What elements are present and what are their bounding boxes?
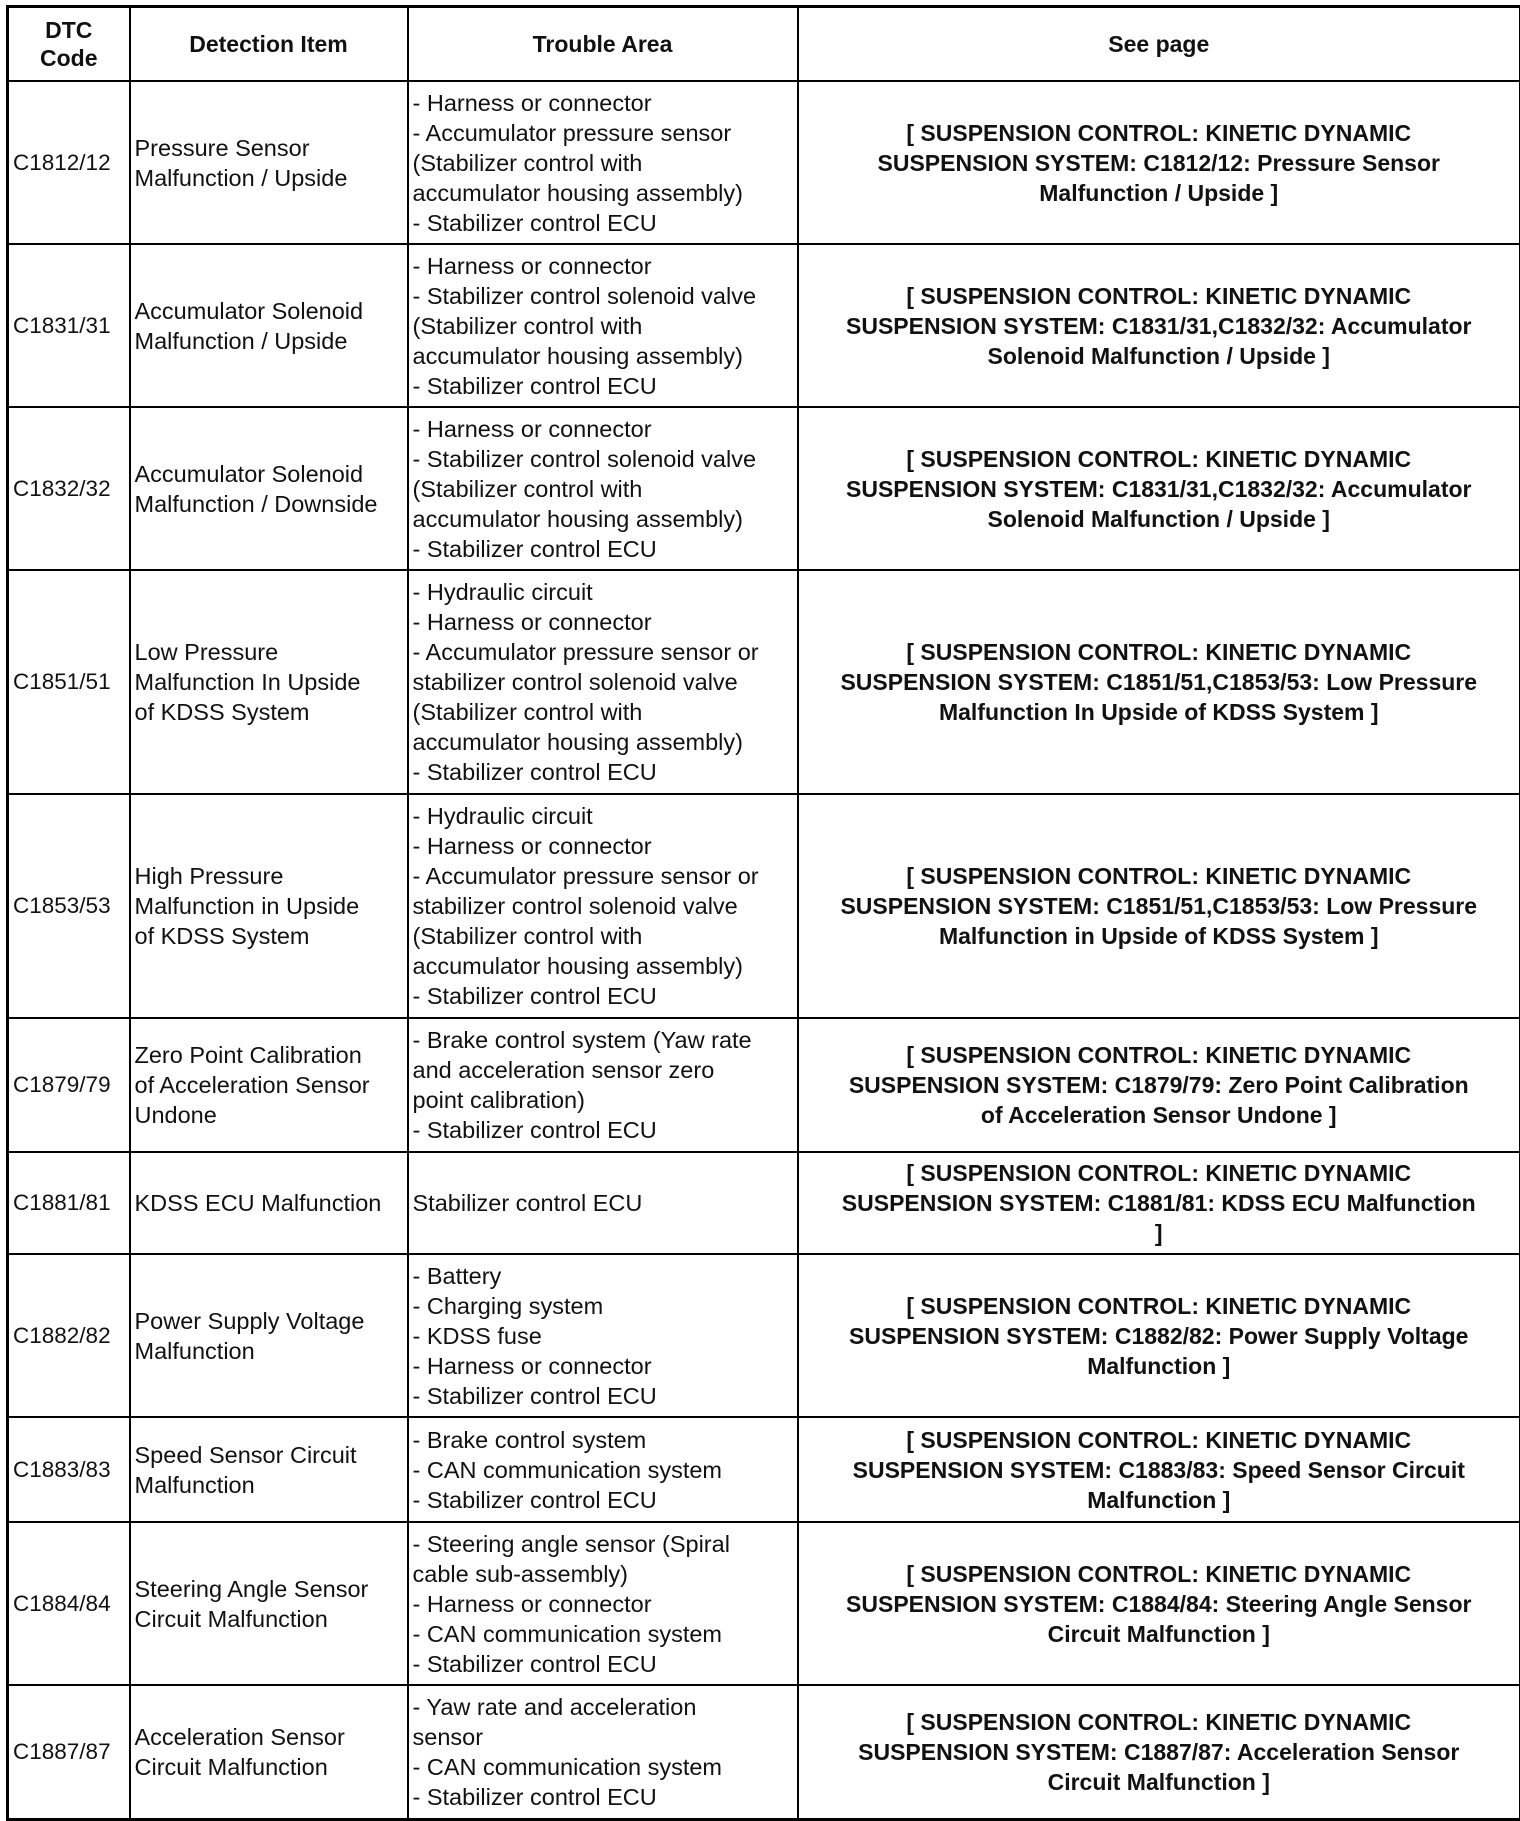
see-page-line: SUSPENSION SYSTEM: C1812/12: Pressure Sensor (803, 148, 1516, 178)
table-row (8, 1254, 1520, 1417)
header-dtc-code (8, 7, 130, 82)
see-page-line: [ SUSPENSION CONTROL: KINETIC DYNAMIC (803, 1559, 1516, 1589)
detection-item-cell (130, 407, 408, 570)
table-row (8, 1522, 1520, 1685)
see-page-line: Circuit Malfunction ] (803, 1619, 1516, 1649)
detection-item-line: Malfunction in Upside (135, 891, 403, 921)
header-row (8, 7, 1520, 82)
trouble-area-line: - Steering angle sensor (Spiral (413, 1529, 793, 1559)
see-page-cell (798, 1685, 1520, 1819)
trouble-area-cell (408, 1254, 798, 1417)
see-page-line: [ SUSPENSION CONTROL: KINETIC DYNAMIC (803, 1040, 1516, 1070)
see-page-line: Malfunction ] (803, 1485, 1516, 1515)
detection-item-cell (130, 1522, 408, 1685)
see-page-line: Malfunction ] (803, 1351, 1516, 1381)
detection-item-line: KDSS ECU Malfunction (135, 1188, 403, 1218)
detection-item-line: Accumulator Solenoid (135, 296, 403, 326)
trouble-area-line: - Brake control system (Yaw rate (413, 1025, 793, 1055)
dtc-code-cell: C1831/31 (8, 244, 130, 407)
trouble-area-line: - Accumulator pressure sensor or (413, 637, 793, 667)
table-row (8, 244, 1520, 407)
trouble-area-line: accumulator housing assembly) (413, 727, 793, 757)
see-page-line: SUSPENSION SYSTEM: C1851/51,C1853/53: Low Pressure (803, 891, 1516, 921)
see-page-cell (798, 81, 1520, 244)
header-detection-item: Detection Item (130, 7, 408, 82)
detection-item-cell (130, 244, 408, 407)
detection-item-cell (130, 1152, 408, 1254)
detection-item-line: Acceleration Sensor (135, 1722, 403, 1752)
trouble-area-line: - Harness or connector (413, 414, 793, 444)
trouble-area-line: - CAN communication system (413, 1619, 793, 1649)
see-page-line: [ SUSPENSION CONTROL: KINETIC DYNAMIC (803, 118, 1516, 148)
trouble-area-line: accumulator housing assembly) (413, 341, 793, 371)
see-page-line: ] (803, 1218, 1516, 1248)
trouble-area-line: - Stabilizer control ECU (413, 1381, 793, 1411)
trouble-area-line: - CAN communication system (413, 1455, 793, 1485)
header-dtc-code-line2: Code (13, 44, 125, 72)
detection-item-line: Low Pressure (135, 637, 403, 667)
see-page-line: SUSPENSION SYSTEM: C1887/87: Acceleration Sensor (803, 1737, 1516, 1767)
detection-item-line: Zero Point Calibration (135, 1040, 403, 1070)
header-trouble-area: Trouble Area (408, 7, 798, 82)
see-page-line: [ SUSPENSION CONTROL: KINETIC DYNAMIC (803, 281, 1516, 311)
trouble-area-line: - Stabilizer control solenoid valve (413, 444, 793, 474)
trouble-area-line: sensor (413, 1722, 793, 1752)
see-page-line: SUSPENSION SYSTEM: C1879/79: Zero Point Calibration (803, 1070, 1516, 1100)
see-page-cell (798, 1522, 1520, 1685)
detection-item-line: of KDSS System (135, 921, 403, 951)
trouble-area-line: - Charging system (413, 1291, 793, 1321)
see-page-cell (798, 570, 1520, 794)
trouble-area-cell (408, 794, 798, 1018)
trouble-area-line: (Stabilizer control with (413, 148, 793, 178)
detection-item-line: Circuit Malfunction (135, 1752, 403, 1782)
trouble-area-line: - Harness or connector (413, 1351, 793, 1381)
table-row (8, 407, 1520, 570)
see-page-cell (798, 244, 1520, 407)
trouble-area-line: - Stabilizer control ECU (413, 534, 793, 564)
detection-item-cell (130, 794, 408, 1018)
detection-item-line: Circuit Malfunction (135, 1604, 403, 1634)
dtc-code-cell: C1851/51 (8, 570, 130, 794)
trouble-area-line: - Hydraulic circuit (413, 801, 793, 831)
trouble-area-line: - Harness or connector (413, 1589, 793, 1619)
detection-item-line: Malfunction (135, 1336, 403, 1366)
dtc-code-cell: C1881/81 (8, 1152, 130, 1254)
trouble-area-line: - Harness or connector (413, 251, 793, 281)
dtc-code-cell: C1887/87 (8, 1685, 130, 1819)
see-page-line: [ SUSPENSION CONTROL: KINETIC DYNAMIC (803, 1707, 1516, 1737)
trouble-area-line: - Stabilizer control solenoid valve (413, 281, 793, 311)
see-page-line: SUSPENSION SYSTEM: C1882/82: Power Supply Voltage (803, 1321, 1516, 1351)
trouble-area-line: and acceleration sensor zero (413, 1055, 793, 1085)
see-page-line: Malfunction In Upside of KDSS System ] (803, 697, 1516, 727)
header-see-page: See page (798, 7, 1520, 82)
trouble-area-line: - Accumulator pressure sensor or (413, 861, 793, 891)
trouble-area-cell (408, 1685, 798, 1819)
detection-item-line: Undone (135, 1100, 403, 1130)
detection-item-cell (130, 81, 408, 244)
detection-item-cell (130, 1685, 408, 1819)
detection-item-line: High Pressure (135, 861, 403, 891)
detection-item-cell (130, 570, 408, 794)
trouble-area-line: - KDSS fuse (413, 1321, 793, 1351)
dtc-code-cell: C1853/53 (8, 794, 130, 1018)
header-dtc-code-line1: DTC (13, 16, 125, 44)
trouble-area-cell (408, 81, 798, 244)
detection-item-line: Power Supply Voltage (135, 1306, 403, 1336)
trouble-area-line: - Yaw rate and acceleration (413, 1692, 793, 1722)
trouble-area-line: - Harness or connector (413, 607, 793, 637)
trouble-area-line: cable sub-assembly) (413, 1559, 793, 1589)
trouble-area-line: - Harness or connector (413, 831, 793, 861)
detection-item-line: Speed Sensor Circuit (135, 1440, 403, 1470)
trouble-area-line: (Stabilizer control with (413, 311, 793, 341)
trouble-area-line: accumulator housing assembly) (413, 951, 793, 981)
trouble-area-line: - Accumulator pressure sensor (413, 118, 793, 148)
detection-item-line: Accumulator Solenoid (135, 459, 403, 489)
trouble-area-cell (408, 244, 798, 407)
see-page-line: SUSPENSION SYSTEM: C1883/83: Speed Sensor Circuit (803, 1455, 1516, 1485)
table-row (8, 1018, 1520, 1152)
detection-item-line: of KDSS System (135, 697, 403, 727)
trouble-area-cell (408, 1522, 798, 1685)
see-page-line: SUSPENSION SYSTEM: C1851/51,C1853/53: Low Pressure (803, 667, 1516, 697)
trouble-area-line: Stabilizer control ECU (413, 1188, 793, 1218)
trouble-area-line: - Stabilizer control ECU (413, 208, 793, 238)
trouble-area-line: (Stabilizer control with (413, 921, 793, 951)
trouble-area-line: accumulator housing assembly) (413, 504, 793, 534)
trouble-area-line: - Brake control system (413, 1425, 793, 1455)
detection-item-cell (130, 1254, 408, 1417)
dtc-code-cell: C1879/79 (8, 1018, 130, 1152)
detection-item-line: Steering Angle Sensor (135, 1574, 403, 1604)
trouble-area-line: - Stabilizer control ECU (413, 1485, 793, 1515)
trouble-area-line: - Stabilizer control ECU (413, 757, 793, 787)
see-page-line: SUSPENSION SYSTEM: C1831/31,C1832/32: Accumulator (803, 311, 1516, 341)
detection-item-line: Malfunction / Upside (135, 163, 403, 193)
trouble-area-line: - Battery (413, 1261, 793, 1291)
see-page-line: Malfunction in Upside of KDSS System ] (803, 921, 1516, 951)
detection-item-cell (130, 1018, 408, 1152)
see-page-line: of Acceleration Sensor Undone ] (803, 1100, 1516, 1130)
see-page-line: [ SUSPENSION CONTROL: KINETIC DYNAMIC (803, 444, 1516, 474)
table-row (8, 1152, 1520, 1254)
trouble-area-cell (408, 1152, 798, 1254)
trouble-area-line: - CAN communication system (413, 1752, 793, 1782)
table-row (8, 570, 1520, 794)
trouble-area-line: - Hydraulic circuit (413, 577, 793, 607)
see-page-line: SUSPENSION SYSTEM: C1831/31,C1832/32: Accumulator (803, 474, 1516, 504)
trouble-area-line: - Harness or connector (413, 88, 793, 118)
table-row (8, 1685, 1520, 1819)
see-page-line: SUSPENSION SYSTEM: C1884/84: Steering Angle Sensor (803, 1589, 1516, 1619)
trouble-area-line: accumulator housing assembly) (413, 178, 793, 208)
dtc-code-cell: C1883/83 (8, 1417, 130, 1522)
trouble-area-line: - Stabilizer control ECU (413, 981, 793, 1011)
see-page-line: SUSPENSION SYSTEM: C1881/81: KDSS ECU Malfunction (803, 1188, 1516, 1218)
see-page-cell (798, 1152, 1520, 1254)
trouble-area-line: stabilizer control solenoid valve (413, 667, 793, 697)
trouble-area-cell (408, 1417, 798, 1522)
detection-item-line: Malfunction In Upside (135, 667, 403, 697)
dtc-code-cell: C1882/82 (8, 1254, 130, 1417)
trouble-area-cell (408, 570, 798, 794)
see-page-cell (798, 1417, 1520, 1522)
detection-item-cell (130, 1417, 408, 1522)
detection-item-line: of Acceleration Sensor (135, 1070, 403, 1100)
table-body (8, 81, 1520, 1819)
see-page-line: [ SUSPENSION CONTROL: KINETIC DYNAMIC (803, 1425, 1516, 1455)
table-row (8, 794, 1520, 1018)
see-page-cell (798, 1254, 1520, 1417)
trouble-area-line: - Stabilizer control ECU (413, 1649, 793, 1679)
see-page-cell (798, 1018, 1520, 1152)
see-page-line: Malfunction / Upside ] (803, 178, 1516, 208)
table-row (8, 1417, 1520, 1522)
dtc-table (6, 5, 1520, 1821)
trouble-area-cell (408, 407, 798, 570)
table-header (8, 7, 1520, 82)
see-page-line: [ SUSPENSION CONTROL: KINETIC DYNAMIC (803, 637, 1516, 667)
table-row (8, 81, 1520, 244)
detection-item-line: Pressure Sensor (135, 133, 403, 163)
see-page-line: [ SUSPENSION CONTROL: KINETIC DYNAMIC (803, 1158, 1516, 1188)
trouble-area-line: stabilizer control solenoid valve (413, 891, 793, 921)
trouble-area-line: (Stabilizer control with (413, 697, 793, 727)
see-page-line: [ SUSPENSION CONTROL: KINETIC DYNAMIC (803, 1291, 1516, 1321)
see-page-line: [ SUSPENSION CONTROL: KINETIC DYNAMIC (803, 861, 1516, 891)
trouble-area-line: - Stabilizer control ECU (413, 1782, 793, 1812)
see-page-line: Solenoid Malfunction / Upside ] (803, 341, 1516, 371)
detection-item-line: Malfunction / Upside (135, 326, 403, 356)
dtc-code-cell: C1812/12 (8, 81, 130, 244)
see-page-line: Circuit Malfunction ] (803, 1767, 1516, 1797)
trouble-area-line: - Stabilizer control ECU (413, 1115, 793, 1145)
dtc-code-cell: C1832/32 (8, 407, 130, 570)
trouble-area-line: (Stabilizer control with (413, 474, 793, 504)
trouble-area-cell (408, 1018, 798, 1152)
dtc-code-cell: C1884/84 (8, 1522, 130, 1685)
trouble-area-line: point calibration) (413, 1085, 793, 1115)
detection-item-line: Malfunction / Downside (135, 489, 403, 519)
trouble-area-line: - Stabilizer control ECU (413, 371, 793, 401)
see-page-line: Solenoid Malfunction / Upside ] (803, 504, 1516, 534)
see-page-cell (798, 794, 1520, 1018)
detection-item-line: Malfunction (135, 1470, 403, 1500)
see-page-cell (798, 407, 1520, 570)
